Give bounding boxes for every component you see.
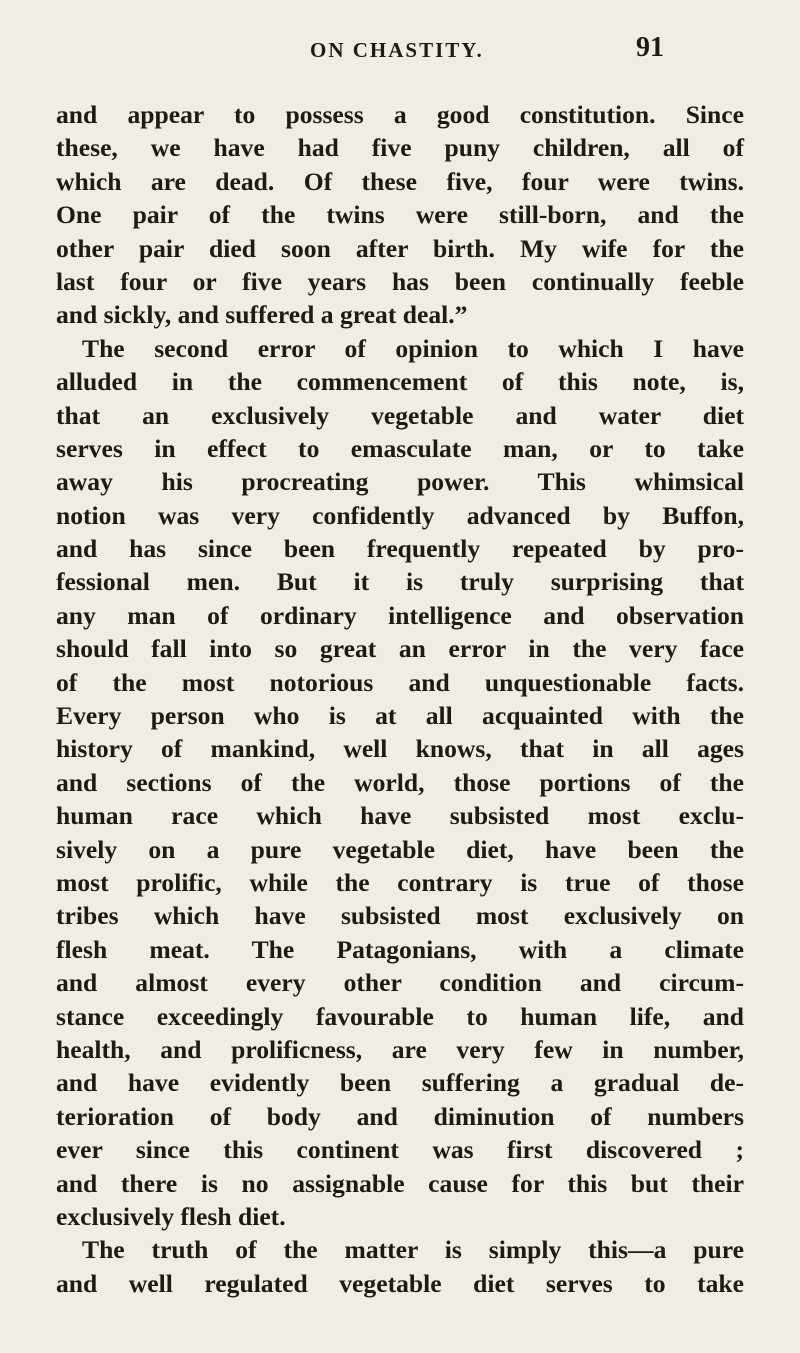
text-line: sively on a pure vegetable diet, have been the	[56, 834, 744, 864]
text-line: last four or five years has been continually feeble	[56, 266, 744, 296]
text-line: of the most notorious and unquestionable facts.	[56, 667, 744, 697]
text-line: human race which have subsisted most exclu-	[56, 801, 744, 831]
text-line: most prolific, while the contrary is true of those	[56, 867, 744, 897]
page-number: 91	[636, 32, 664, 63]
running-title: ON CHASTITY.	[310, 38, 484, 62]
text-line: history of mankind, well knows, that in all ages	[56, 734, 744, 764]
text-line: any man of ordinary intelligence and observation	[56, 600, 744, 630]
text-line: Every person who is at all acquainted with the	[56, 701, 744, 731]
text-line: that an exclusively vegetable and water diet	[56, 400, 744, 430]
text-line: alluded in the commencement of this note, is,	[56, 367, 744, 397]
text-line: and have evidently been suffering a gradual de-	[56, 1068, 744, 1098]
text-line: serves in effect to emasculate man, or to take	[56, 433, 744, 463]
text-line: and there is no assignable cause for this but their	[56, 1168, 744, 1198]
text-line: should fall into so great an error in the very face	[56, 634, 744, 664]
text-line: and has since been frequently repeated by pro-	[56, 534, 744, 564]
text-line: The second error of opinion to which I have	[82, 333, 744, 363]
running-head	[0, 32, 800, 78]
text-line: terioration of body and diminution of numbers	[56, 1101, 744, 1131]
text-line: exclusively flesh diet.	[56, 1201, 286, 1231]
text-line: The truth of the matter is simply this—a pure	[82, 1235, 744, 1265]
text-line: these, we have had five puny children, all of	[56, 133, 744, 163]
text-line: and almost every other condition and circum-	[56, 968, 744, 998]
text-line: other pair died soon after birth. My wife for the	[56, 233, 744, 263]
text-line: away his procreating power. This whimsical	[56, 467, 744, 497]
text-line: and sickly, and suffered a great deal.”	[56, 300, 468, 330]
text-line: fessional men. But it is truly surprising that	[56, 567, 744, 597]
text-line: tribes which have subsisted most exclusively on	[56, 901, 744, 931]
text-line: flesh meat. The Patagonians, with a climate	[56, 934, 744, 964]
text-line: and appear to possess a good constitution. Since	[56, 100, 744, 129]
body-text	[56, 98, 744, 1300]
text-line: ever since this continent was first discovered ;	[56, 1135, 744, 1165]
text-line: notion was very confidently advanced by Buffon,	[56, 500, 744, 530]
text-line: and sections of the world, those portions of the	[56, 767, 744, 797]
text-line: health, and prolificness, are very few in number,	[56, 1034, 744, 1064]
text-line: and well regulated vegetable diet serves to take	[56, 1268, 744, 1298]
text-line: which are dead. Of these five, four were twins.	[56, 166, 744, 196]
text-line: stance exceedingly favourable to human life, and	[56, 1001, 744, 1031]
text-line: One pair of the twins were still-born, and the	[56, 200, 744, 230]
